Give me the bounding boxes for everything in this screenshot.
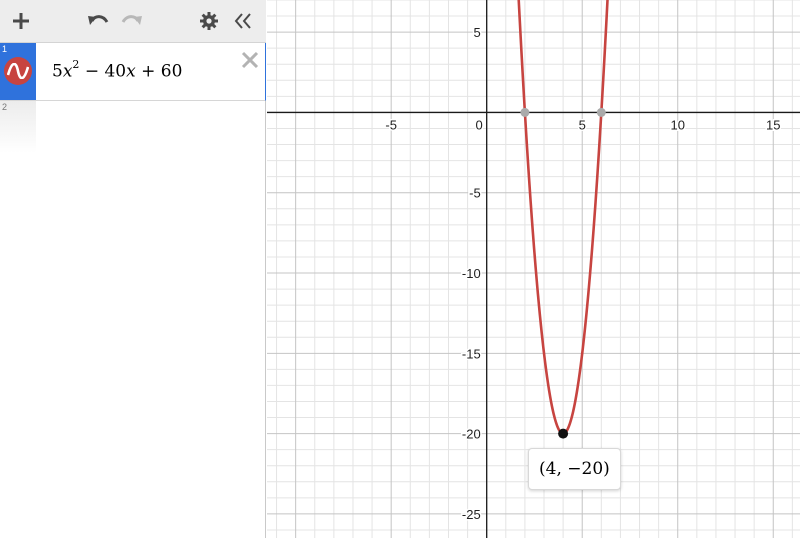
expression-row[interactable] [0, 43, 266, 101]
expression-toolbar [0, 0, 266, 43]
var-x-2: x [126, 61, 136, 82]
redo-button[interactable] [117, 6, 147, 36]
x-intercept-point[interactable] [520, 108, 529, 117]
delete-expression-button[interactable] [239, 49, 261, 71]
settings-button[interactable] [194, 6, 224, 36]
expression-input[interactable] [52, 60, 182, 84]
redo-icon [120, 11, 144, 31]
x-tick-label: 10 [670, 117, 685, 133]
y-tick-label: -10 [461, 266, 481, 282]
constant: + 60 [135, 61, 183, 82]
expression-index-2: 2 [2, 102, 8, 112]
x-tick-label: -5 [385, 117, 397, 133]
double-chevron-left-icon [233, 11, 253, 31]
y-tick-label: -5 [469, 185, 481, 201]
x-intercept-point[interactable] [597, 108, 606, 117]
coef-a: 5 [52, 61, 63, 82]
curve-icon [7, 63, 29, 79]
var-x: x [62, 61, 73, 82]
y-tick-label: -15 [461, 346, 481, 362]
x-tick-label: 5 [578, 117, 586, 133]
coef-b: − 40 [79, 61, 127, 82]
x-tick-label: 0 [475, 117, 483, 133]
close-icon [239, 49, 261, 71]
undo-icon [86, 11, 110, 31]
add-expression-button[interactable] [6, 6, 36, 36]
expression-index: 1 [2, 44, 8, 54]
expression-tab[interactable] [0, 43, 36, 100]
new-expression-row[interactable] [0, 101, 36, 153]
x-tick-label: 15 [766, 117, 781, 133]
plus-icon [11, 11, 31, 31]
graph-color-toggle[interactable] [4, 57, 32, 85]
y-tick-label: -25 [461, 506, 481, 522]
vertex-coordinate-label[interactable]: (4, −20) [528, 448, 621, 490]
gear-icon [199, 11, 219, 31]
expression-panel [0, 0, 266, 538]
graph-paper[interactable] [267, 0, 800, 538]
y-tick-label: -20 [461, 426, 481, 442]
vertex-point[interactable] [558, 429, 568, 439]
exponent: 2 [72, 58, 80, 71]
y-tick-label: 5 [473, 25, 481, 41]
collapse-panel-button[interactable] [228, 6, 258, 36]
undo-button[interactable] [83, 6, 113, 36]
